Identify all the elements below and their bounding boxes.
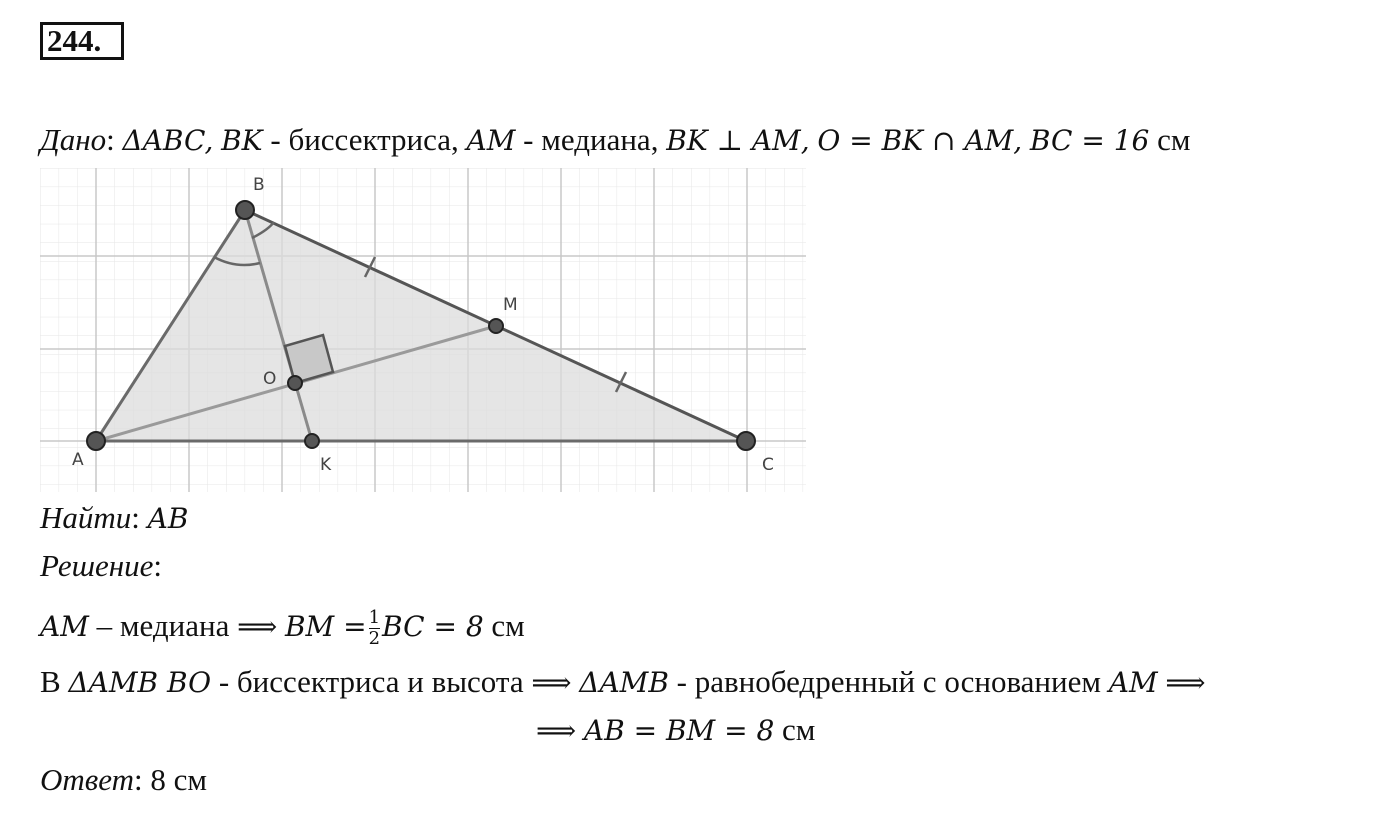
problem-number: 244. xyxy=(40,22,124,60)
step1-rest: BC = 8 xyxy=(382,610,484,643)
point-a xyxy=(87,432,105,450)
label-m: M xyxy=(503,295,518,315)
given-am: AM xyxy=(466,124,516,157)
step2-am: AM xyxy=(1108,666,1158,699)
step3-line xyxy=(536,710,815,751)
step1-arrow: ⟹ xyxy=(237,610,278,643)
step2-arrow2: ⟹ xyxy=(1165,666,1206,699)
step3-arrow: ⟹ xyxy=(536,714,577,747)
fraction-denominator: 2 xyxy=(368,628,381,650)
point-b xyxy=(236,201,254,219)
step2-text2: - равнобедренный с основанием xyxy=(676,664,1101,699)
given-label: Дано xyxy=(40,122,107,157)
point-m xyxy=(489,319,503,333)
given-median-word: медиана xyxy=(541,122,651,157)
find-value: AB xyxy=(147,502,189,535)
given-unit: см xyxy=(1157,122,1191,157)
given-perpendicular: BK ⊥ AM xyxy=(666,124,801,157)
label-c: C xyxy=(762,455,774,475)
fraction-numerator: 1 xyxy=(368,607,381,629)
given-bk: BK xyxy=(221,124,263,157)
triangle-figure xyxy=(40,168,806,492)
solution-line: Решение: xyxy=(40,548,162,583)
label-a: A xyxy=(72,450,84,470)
step1-bm: BM = xyxy=(284,610,367,643)
given-line: Дано: ΔABC, BK - биссектриса, AM - медиана, BK ⊥ AM, O = BK ∩ AM, BC = 16 см xyxy=(40,122,1191,157)
step1-fraction xyxy=(369,608,380,649)
label-k: K xyxy=(320,455,332,475)
step2-prefix: В xyxy=(40,664,61,699)
step2-triangle2: ΔAMB xyxy=(579,666,669,699)
given-bc: BC = 16 xyxy=(1029,124,1150,157)
answer-label: Ответ xyxy=(40,762,134,797)
step1-lhs: AM xyxy=(40,610,89,643)
label-b: B xyxy=(253,175,265,195)
step3-unit: см xyxy=(782,712,816,747)
step3-equation: AB = BM = 8 xyxy=(583,714,775,747)
given-intersection: O = BK ∩ AM xyxy=(817,124,1014,157)
step1-text: – медиана xyxy=(96,608,230,643)
step1-unit: см xyxy=(491,608,525,643)
answer-line: Ответ: 8 см xyxy=(40,762,207,797)
given-triangle: ΔABC xyxy=(122,124,205,157)
find-line: Найти: AB xyxy=(40,500,189,535)
step2-text1: - биссектриса и высота xyxy=(218,664,524,699)
solution-label: Решение xyxy=(40,548,154,583)
step1-line xyxy=(40,598,525,655)
given-bisector-word: биссектриса xyxy=(288,122,452,157)
step2-arrow: ⟹ xyxy=(531,666,572,699)
point-c xyxy=(737,432,755,450)
step2-line xyxy=(40,662,1206,703)
point-o xyxy=(288,376,302,390)
find-label: Найти xyxy=(40,500,132,535)
label-o: O xyxy=(263,369,277,389)
answer-value: 8 см xyxy=(150,762,207,797)
point-k xyxy=(305,434,319,448)
step2-triangle: ΔAMB BO xyxy=(68,666,212,699)
